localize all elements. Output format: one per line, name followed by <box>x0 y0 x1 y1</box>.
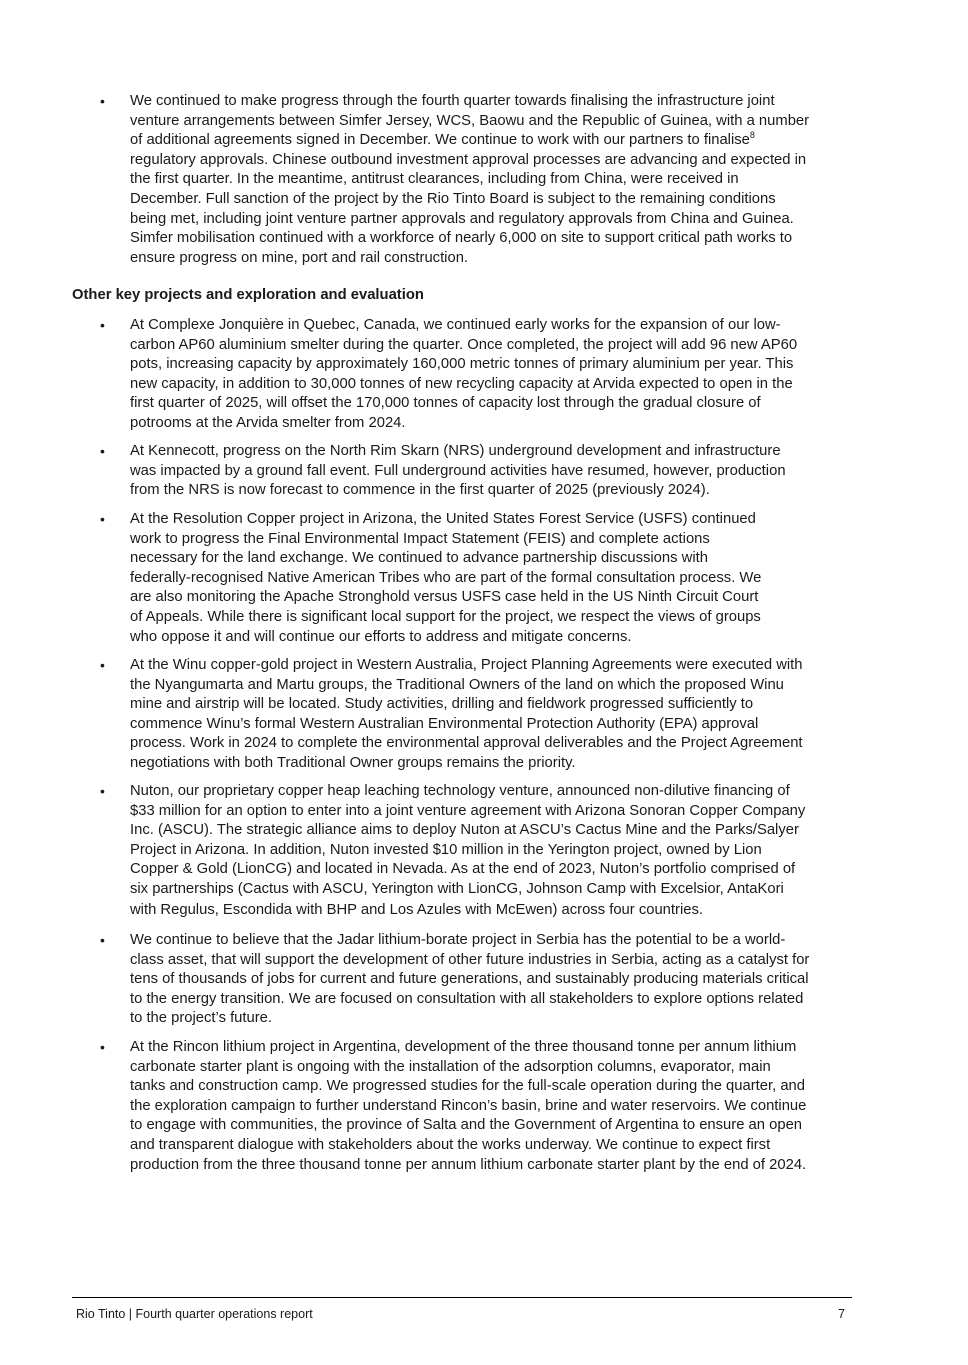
paragraph-line: class asset, that will support the development of other future industries in Serbia, acting as a catalyst for <box>130 951 810 968</box>
paragraph-line: Nuton, our proprietary copper heap leaching technology venture, announced non-dilutive financing of <box>130 783 790 799</box>
paragraph-line: At the Resolution Copper project in Arizona, the United States Forest Service (USFS) continued <box>130 511 756 527</box>
paragraph-line: tanks and construction camp. We progressed studies for the full-scale operation during the quarter, and <box>130 1078 806 1095</box>
paragraph-line: negotiations with both Traditional Owner groups remains the priority. <box>130 755 576 771</box>
paragraph-line: of additional agreements signed in December. We continue to work with our partners to finalise <box>130 132 750 149</box>
paragraph-line: necessary for the land exchange. We continued to advance partnership discussions with <box>130 550 708 567</box>
paragraph-line: with Regulus, Escondida with BHP and Los Azules with McEwen) across four countries. <box>130 902 703 918</box>
bullet-marker: • <box>100 657 105 673</box>
paragraph-line: to the project’s future. <box>130 1010 273 1027</box>
paragraph-line: $33 million for an option to enter into a joint venture agreement with Arizona Sonoran Copper Company <box>130 802 806 819</box>
paragraph-line: We continued to make progress through the fourth quarter towards finalising the infrastructure joint <box>130 93 775 109</box>
paragraph-line: potrooms at the Arvida smelter from 2024. <box>130 415 406 431</box>
paragraph-line: being met, including joint venture partner approvals and regulatory approvals from China and Guinea. <box>130 210 794 227</box>
bullet-marker: • <box>100 1039 105 1055</box>
paragraph-line: from the NRS is now forecast to commence in the first quarter of 2025 (previously 2024). <box>130 482 710 499</box>
paragraph-line: six partnerships (Cactus with ASCU, Yerington with LionCG, Johnson Camp with Excelsior, AntaKori <box>130 881 784 897</box>
paragraph-line: Project in Arizona. In addition, Nuton invested $10 million in the Yerington project, owned by Lion <box>130 841 762 858</box>
paragraph-line: to engage with communities, the province of Salta and the Government of Argentina to ensure an open <box>130 1117 803 1134</box>
paragraph-line: tens of thousands of jobs for current and future generations, and sustainably producing materials critical <box>130 971 809 988</box>
paragraph-line: who oppose it and will continue our efforts to address and mitigate concerns. <box>130 628 632 645</box>
bullet-marker: • <box>100 93 105 109</box>
paragraph-line-with-footnote <box>130 131 755 151</box>
paragraph-line: the Nyangumarta and Martu groups, the Traditional Owners of the land on which the proposed Winu <box>130 676 784 693</box>
paragraph-line: venture arrangements between Simfer Jersey, WCS, Baowu and the Republic of Guinea, with a number <box>130 112 810 129</box>
paragraph-line: carbon AP60 aluminium smelter during the quarter. Once completed, the project will add 96 new AP60 <box>130 336 798 353</box>
paragraph-line: At the Winu copper-gold project in Western Australia, Project Planning Agreements were executed with <box>130 657 803 673</box>
paragraph-line: mine and airstrip will be located. Study activities, drilling and fieldwork progressed sufficiently to <box>130 696 754 713</box>
paragraph-line: new capacity, in addition to 30,000 tonnes of new recycling capacity at Arvida expected to open in the <box>130 375 793 392</box>
paragraph-line: the exploration campaign to further understand Rincon’s basin, brine and water reservoirs. We continue <box>130 1097 807 1114</box>
paragraph-line: Inc. (ASCU). The strategic alliance aims to deploy Nuton at ASCU’s Cactus Mine and the Parks/Salyer <box>130 822 799 839</box>
paragraph-line: pots, increasing capacity by approximately 160,000 metric tonnes of primary aluminium per year. This <box>130 356 794 373</box>
paragraph-line: We continue to believe that the Jadar lithium-borate project in Serbia has the potential to be a world- <box>130 932 786 948</box>
paragraph-line: federally-recognised Native American Tribes who are part of the formal consultation process. We <box>130 569 762 586</box>
paragraph-line: are also monitoring the Apache Stronghold versus USFS case held in the US Ninth Circuit Court <box>130 589 759 606</box>
paragraph-line: to the energy transition. We are focused on consultation with all stakeholders to explore options related <box>130 990 804 1007</box>
paragraph-line: regulatory approvals. Chinese outbound investment approval processes are advancing and expected in <box>130 151 807 168</box>
paragraph-line: commence Winu’s formal Western Australian Environmental Protection Authority (EPA) approval <box>130 715 759 732</box>
paragraph-line: and transparent dialogue with stakeholders about the works underway. We continue to expect first <box>130 1137 771 1153</box>
paragraph-line: carbonate starter plant is ongoing with the installation of the adsorption columns, evaporator, main <box>130 1058 771 1075</box>
paragraph-line: was impacted by a ground fall event. Full underground activities have resumed, however, production <box>130 462 786 479</box>
paragraph-line: Simfer mobilisation continued with a workforce of nearly 6,000 on site to support critical path works to <box>130 230 793 247</box>
bullet-marker: • <box>100 511 105 527</box>
paragraph-line: Copper & Gold (LionCG) and located in Nevada. As at the end of 2023, Nuton’s portfolio comprised of <box>130 861 796 878</box>
paragraph-line: December. Full sanction of the project by the Rio Tinto Board is subject to the remaining conditions <box>130 191 776 207</box>
section-heading: Other key projects and exploration and evaluation <box>72 287 424 303</box>
paragraph-line: ensure progress on mine, port and rail construction. <box>130 249 469 266</box>
bullet-marker: • <box>100 783 105 799</box>
paragraph-line: first quarter of 2025, will offset the 170,000 tonnes of capacity lost through the gradual closure of <box>130 395 761 412</box>
paragraph-line: process. Work in 2024 to complete the environmental approval deliverables and the Project Agreement <box>130 735 803 752</box>
paragraph-line: At the Rincon lithium project in Argentina, development of the three thousand tonne per annum lithium <box>130 1039 797 1055</box>
paragraph-line: production from the three thousand tonne per annum lithium carbonate starter plant by the end of 2024. <box>130 1156 807 1173</box>
bullet-marker: • <box>100 443 105 459</box>
paragraph-line: work to progress the Final Environmental Impact Statement (FEIS) and complete actions <box>130 530 710 547</box>
page-number: 7 <box>838 1307 845 1321</box>
paragraph-line: of Appeals. While there is significant local support for the project, we respect the views of groups <box>130 609 761 625</box>
bullet-marker: • <box>100 317 105 333</box>
footnote-marker[interactable]: 8 <box>749 130 755 141</box>
paragraph-line: At Complexe Jonquière in Quebec, Canada, we continued early works for the expansion of our low- <box>130 317 781 333</box>
footer-divider <box>72 1297 852 1298</box>
bullet-marker: • <box>100 932 105 948</box>
footer-title: Rio Tinto | Fourth quarter operations report <box>76 1307 313 1321</box>
paragraph-line: the first quarter. In the meantime, antitrust clearances, including from China, were received in <box>130 171 739 188</box>
paragraph-line: At Kennecott, progress on the North Rim Skarn (NRS) underground development and infrastructure <box>130 443 781 459</box>
